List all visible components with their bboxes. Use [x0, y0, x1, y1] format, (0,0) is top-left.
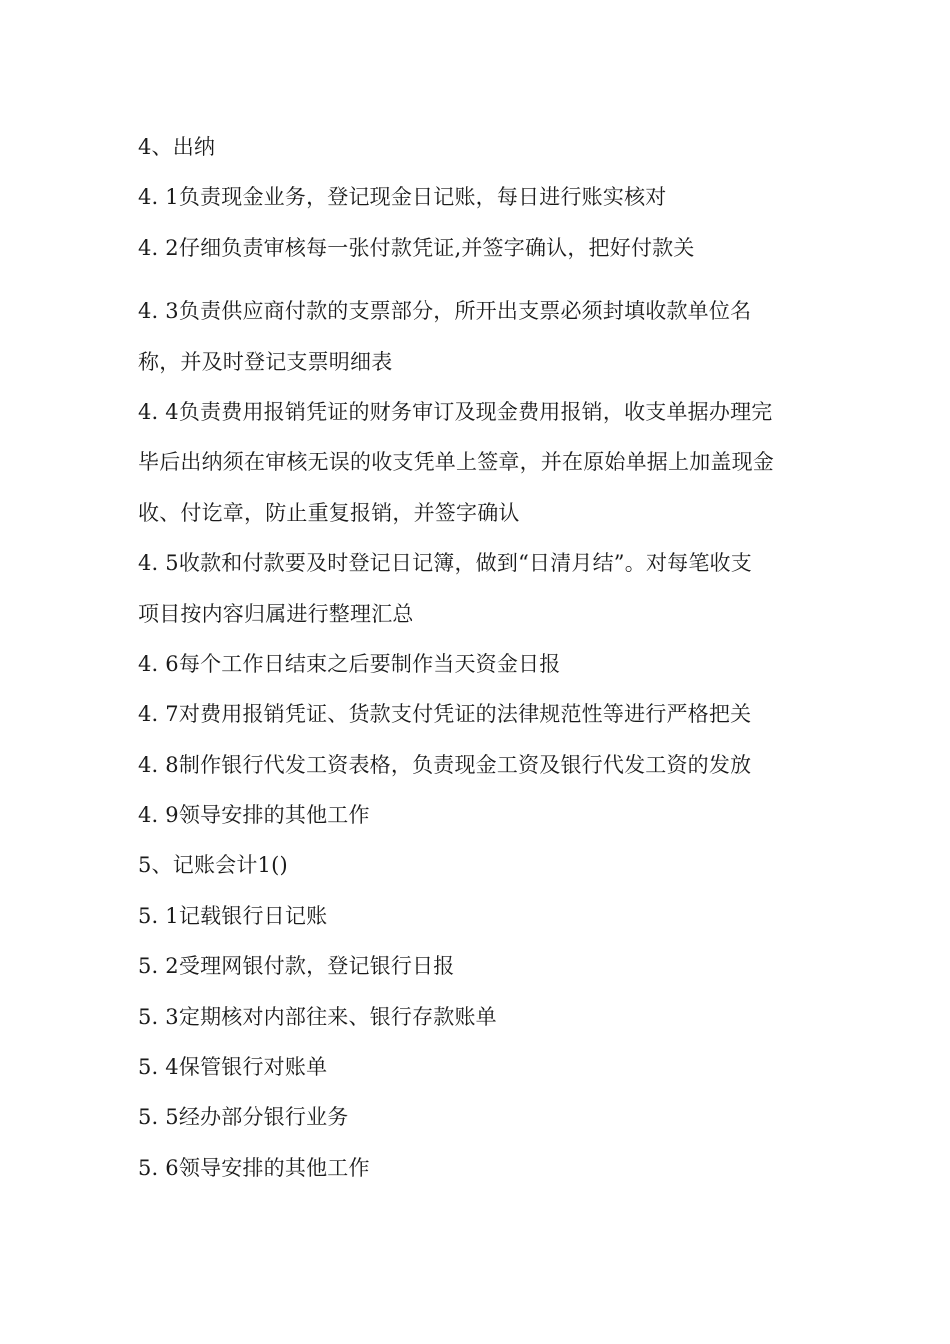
list-item-4-4-cont-1: 毕后出纳须在审核无误的收支凭单上签章，并在原始单据上加盖现金 — [138, 450, 774, 475]
list-item-5-1: 5. 1记载银行日记账 — [138, 903, 328, 928]
list-item-4-8: 4. 8制作银行代发工资表格，负责现金工资及银行代发工资的发放 — [138, 752, 752, 777]
list-item-4-3-cont: 称，并及时登记支票明细表 — [138, 349, 393, 374]
list-item-5-3: 5. 3定期核对内部往来、银行存款账单 — [138, 1004, 497, 1029]
list-item-5-4: 5. 4保管银行对账单 — [138, 1055, 328, 1080]
list-item-4-5: 4. 5收款和付款要及时登记日记簿，做到“日清月结”。对每笔收支 — [138, 551, 752, 576]
list-item-4-4: 4. 4负责费用报销凭证的财务审订及现金费用报销，收支单据办理完 — [138, 399, 773, 424]
list-item-4-3: 4. 3负责供应商付款的支票部分，所开出支票必须封填收款单位名 — [138, 299, 752, 324]
list-item-4-6: 4. 6每个工作日结束之后要制作当天资金日报 — [138, 651, 561, 676]
list-item-5-2: 5. 2受理网银付款，登记银行日报 — [138, 954, 455, 979]
list-item-5-6: 5. 6领导安排的其他工作 — [138, 1155, 370, 1180]
list-item-4-2: 4. 2仔细负责审核每一张付款凭证,并签字确认，把好付款关 — [138, 235, 695, 260]
section-heading-bookkeeper: 5、记账会计1() — [138, 853, 288, 878]
list-item-4-4-cont-2: 收、付讫章，防止重复报销，并签字确认 — [138, 500, 520, 525]
list-item-5-5: 5. 5经办部分银行业务 — [138, 1105, 349, 1130]
list-item-4-1: 4. 1负责现金业务，登记现金日记账，每日进行账实核对 — [138, 185, 667, 210]
paragraph-gap — [138, 273, 818, 286]
document-body — [138, 122, 818, 1193]
list-item-4-5-cont: 项目按内容归属进行整理汇总 — [138, 601, 414, 626]
list-item-4-9: 4. 9领导安排的其他工作 — [138, 803, 370, 828]
section-heading-cashier: 4、出纳 — [138, 135, 216, 159]
list-item-4-7: 4. 7对费用报销凭证、货款支付凭证的法律规范性等进行严格把关 — [138, 702, 752, 727]
